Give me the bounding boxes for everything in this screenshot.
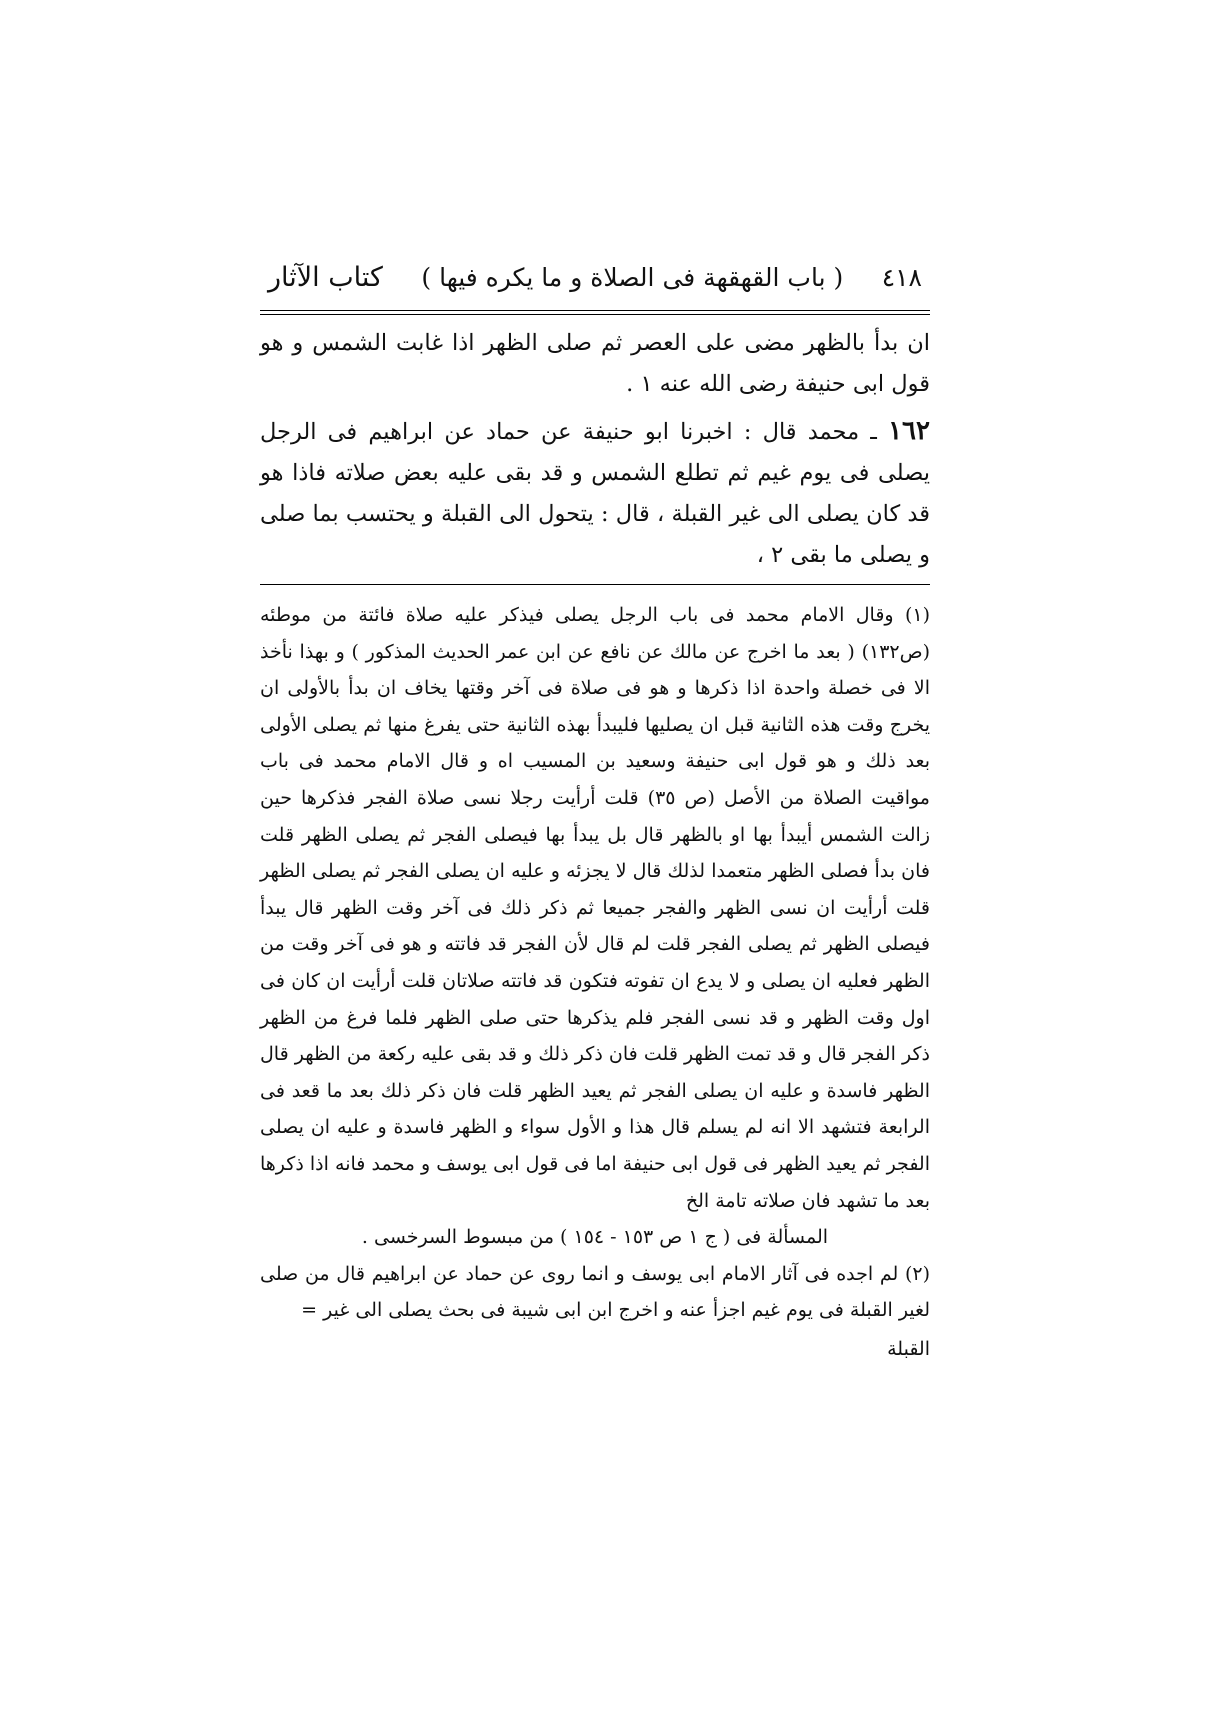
page-number: ٤١٨ xyxy=(881,263,922,292)
footnote-1: (١) وقال الامام محمد فى باب الرجل يصلى فيذكر عليه صلاة فائتة من موطئه (ص١٣٢) ( بعد ما اخرج عن مالك عن نافع عن ابن عمر الحديث المذكور ) و بهذا نأخذ الا فى خصلة واحدة اذا ذكرها و هو فى صلاة فى آخر وقتها يخاف ان بدأ بالأولى ان يخرج وقت هذه الثانية قبل ان يصليها فليبدأ بهذه الثانية حتى يفرغ منها ثم يصلى الأولى بعد ذلك و هو قول ابى حنيفة وسعيد بن المسيب اه و قال الامام محمد فى باب مواقيت الصلاة من الأصل (ص ٣٥) قلت أرأيت رجلا نسى صلاة الفجر فذكرها حين زالت الشمس أيبدأ بها او بالظهر قال بل يبدأ بها فيصلى الفجر ثم يصلى الظهر قلت فان بدأ فصلى الظهر متعمدا لذلك قال لا يجزئه و عليه ان يصلى الفجر ثم يصلى الظهر قلت أرأيت ان نسى الظهر والفجر جميعا ثم ذكر ذلك فى آخر وقت الظهر قال يبدأ فيصلى الظهر ثم يصلى الفجر قلت لم قال لأن الفجر قد فاتته و هو فى آخر وقت من الظهر فعليه ان يصلى و لا يدع ان تفوته فتكون قد فاتته صلاتان قلت أرأيت ان كان فى اول وقت الظهر و قد نسى الفجر فلم يذكرها حتى صلى الظهر فلما فرغ من الظهر ذكر الفجر قال و قد تمت الظهر قلت فان ذكر ذلك و قد بقى عليه ركعة من الظهر قال الظهر فاسدة و عليه ان يصلى الفجر ثم يعيد الظهر قلت فان ذكر ذلك بعد ما قعد فى الرابعة فتشهد الا انه لم يسلم قال هذا و الأول سواء و الظهر فاسدة و عليه ان يصلى الفجر ثم يعيد الظهر فى قول ابى حنيفة اما فى قول ابى يوسف و محمد فانه اذا ذكرها بعد ما تشهد فان صلاته تامة الخ xyxy=(260,604,931,1212)
hadith-paragraph xyxy=(260,411,930,576)
footnote-separator xyxy=(260,584,930,585)
main-text xyxy=(260,323,930,576)
page-header xyxy=(260,262,930,302)
footnote-2: (٢) لم اجده فى آثار الامام ابى يوسف و انما روى عن حماد عن ابراهيم قال من صلى لغير القبلة فى يوم غيم اجزأ عنه و اخرج ابن ابى شيبة فى بحث يصلى الى غير = xyxy=(260,1262,930,1322)
book-title: كتاب الآثار xyxy=(268,262,383,293)
footnotes xyxy=(260,597,930,1367)
catchword: القبلة xyxy=(887,1337,930,1360)
footnote-1-tail: المسألة فى ( ج ١ ص ١٥٣ - ١٥٤ ) من مبسوط السرخسى . xyxy=(361,1226,829,1249)
hadith-number: ١٦٢ xyxy=(888,416,930,446)
hadith-text: ـ محمد قال : اخبرنا ابو حنيفة عن حماد عن ابراهيم فى الرجل يصلى فى يوم غيم ثم تطلع الشمس و قد بقى عليه بعض صلاته فاذا هو قد كان يصلى الى غير القبلة ، قال : يتحول الى القبلة و يحتسب بما صلى و يصلى ما بقى ٢ ، xyxy=(260,419,930,568)
chapter-title: ( باب القهقهة فى الصلاة و ما يكره فيها ) xyxy=(421,263,844,292)
page xyxy=(260,262,930,1367)
paragraph-1: ان بدأ بالظهر مضى على العصر ثم صلى الظهر اذا غابت الشمس و هو قول ابى حنيفة رضى الله عنه ١ . xyxy=(260,330,930,397)
header-rule xyxy=(260,310,930,315)
